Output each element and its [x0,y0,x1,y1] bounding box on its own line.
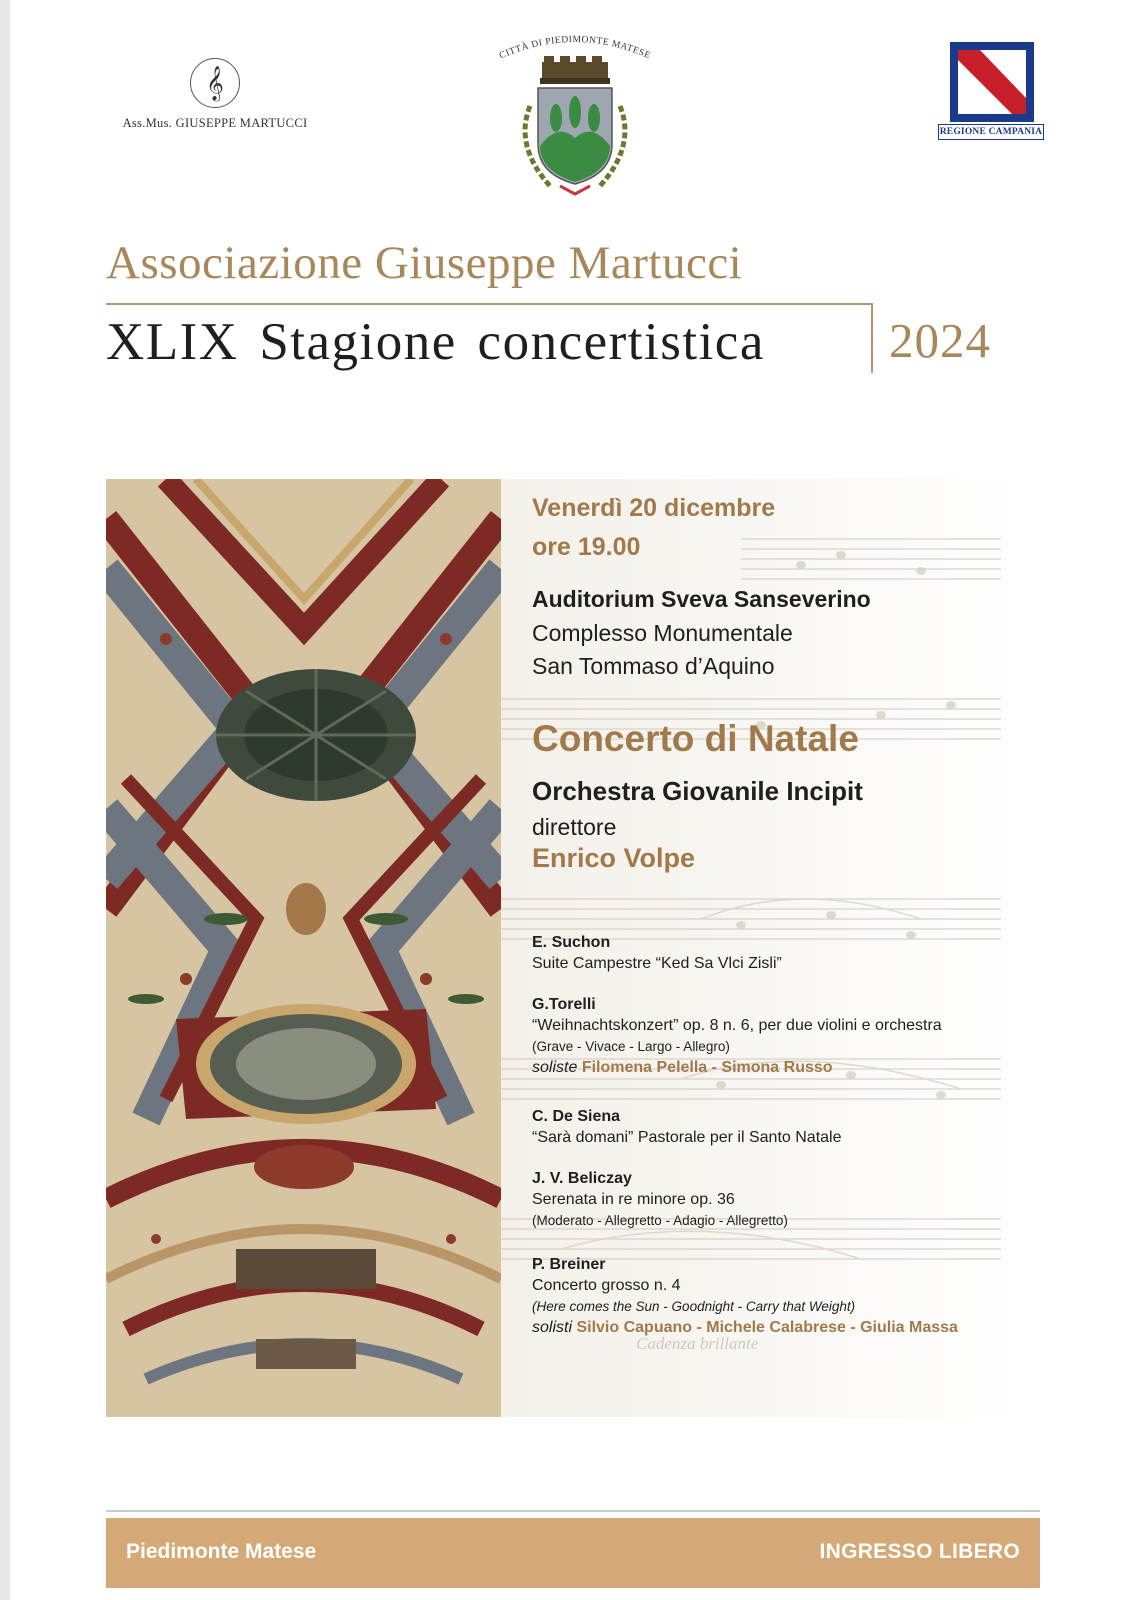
program-composer: C. De Siena [532,1108,621,1125]
title-vertical-divider [871,303,873,373]
soloists-names: Filomena Pelella - Simona Russo [581,1059,833,1076]
program-work: Serenata in re minore op. 36 [532,1191,735,1208]
campania-flag-icon [950,42,1034,122]
program-work: “Weihnachtskonzert” op. 8 n. 6, per due violini e orchestra [532,1017,942,1034]
fresco-ceiling-image [106,479,501,1417]
program-soloists [532,1319,1012,1337]
title-divider [106,303,871,305]
orchestra-name: Orchestra Giovanile Incipit [532,776,863,806]
program-movements: (Moderato - Allegretto - Adagio - Allegretto) [532,1213,788,1228]
treble-clef-icon: 𝄞 [190,58,240,108]
event-date: Venerdì 20 dicembre [532,494,776,522]
program-item [532,996,1012,1077]
regione-campania-logo [938,42,1048,140]
venue-line-2: Complesso Monumentale [532,620,793,646]
director-name: Enrico Volpe [532,843,696,873]
program-item [532,1170,1012,1228]
program-composer: G.Torelli [532,996,596,1013]
soloists-names: Silvio Capuano - Michele Calabrese - Giulia Massa [576,1319,958,1336]
piedimonte-crest-icon [480,26,670,196]
season-title: XLIX Stagione concertistica [106,313,765,371]
footer-city: Piedimonte Matese [126,1540,317,1563]
program-item [532,1108,1012,1147]
page-edge [0,0,10,1600]
program-movements: (Here comes the Sun - Goodnight - Carry that Weight) [532,1299,856,1314]
program-movements: (Grave - Vivace - Largo - Allegro) [532,1039,730,1054]
soloists-label: solisti [532,1319,573,1336]
footer-entry: INGRESSO LIBERO [819,1540,1020,1563]
venue-line-3: San Tommaso d’Aquino [532,653,775,679]
association-title: Associazione Giuseppe Martucci [106,237,743,289]
program-item [532,934,1012,973]
martucci-logo-text: Ass.Mus. GIUSEPPE MARTUCCI [122,116,308,130]
soloists-label: soliste [532,1059,578,1076]
program-work: “Sarà domani” Pastorale per il Santo Natale [532,1129,842,1146]
footer-bar [106,1518,1040,1588]
program-composer: E. Suchon [532,934,611,951]
martucci-logo [110,58,320,131]
program-composer: P. Breiner [532,1256,606,1273]
regione-campania-text: REGIONE CAMPANIA [938,124,1044,140]
program-soloists [532,1059,1012,1077]
venue-name: Auditorium Sveva Sanseverino [532,586,871,612]
program-work: Suite Campestre “Ked Sa Vlci Zisli” [532,955,782,972]
score-text: Cadenza brillante [636,1334,759,1353]
footer-divider [106,1510,1040,1512]
crest-city-text: CITTÀ DI PIEDIMONTE MATESE [498,34,652,62]
program-item [532,1256,1012,1337]
season-year: 2024 [889,313,991,368]
program-work: Concerto grosso n. 4 [532,1277,681,1294]
program-composer: J. V. Beliczay [532,1170,632,1187]
event-time: ore 19.00 [532,533,641,561]
director-label: direttore [532,814,617,840]
concert-title: Concerto di Natale [532,718,859,759]
